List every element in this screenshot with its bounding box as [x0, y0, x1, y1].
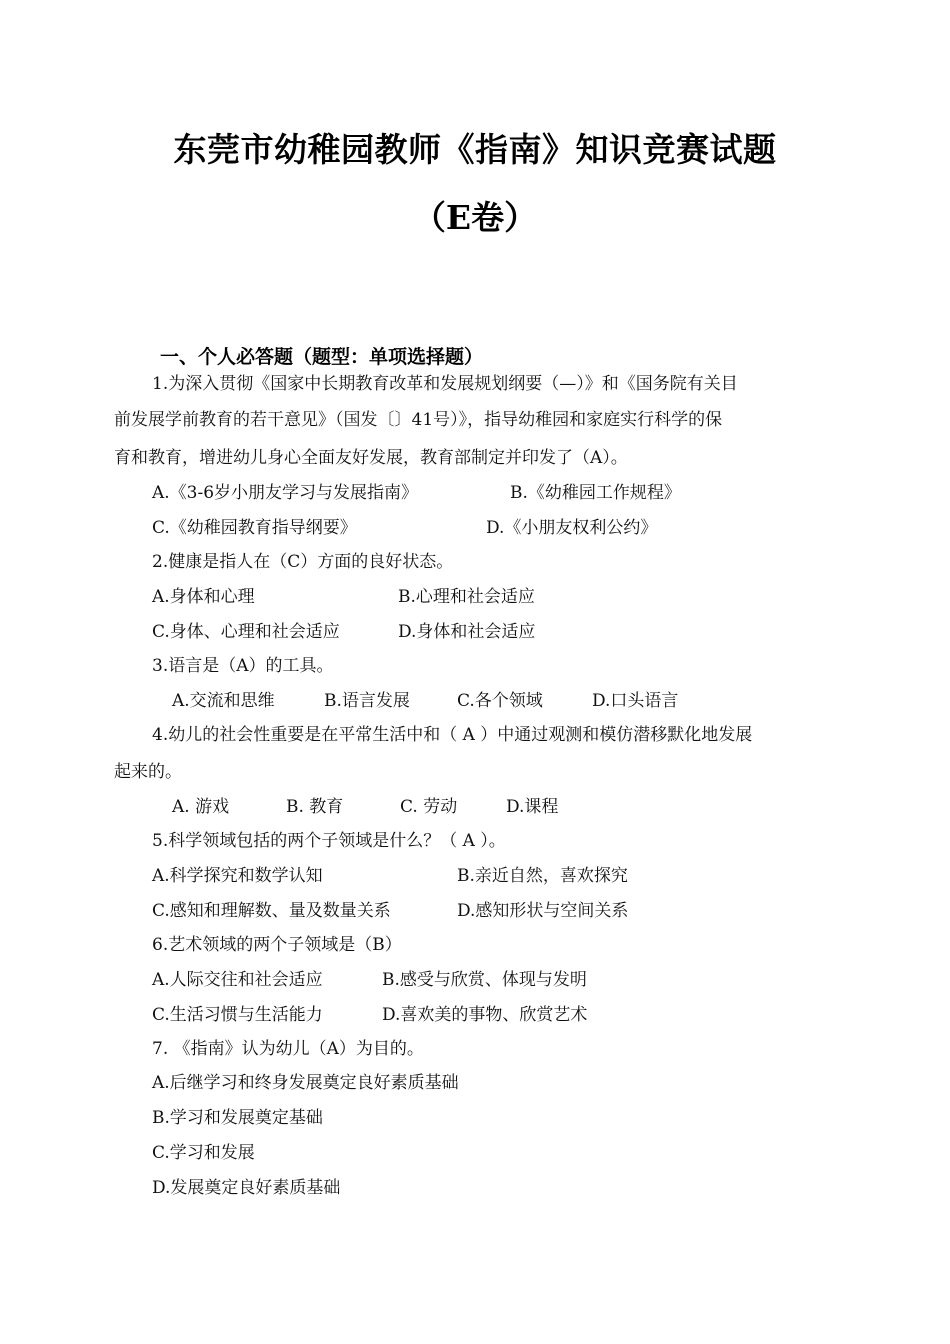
- question-1-option-c: C.《幼稚园教育指导纲要》: [152, 518, 357, 538]
- question-7-option-b: B.学习和发展奠定基础: [152, 1108, 323, 1128]
- question-2-option-d: D.身体和社会适应: [398, 622, 536, 642]
- question-6-option-a: A.人际交往和社会适应: [152, 970, 323, 990]
- question-1-line-3: 育和教育，增进幼儿身心全面友好发展，教育部制定并印发了（A）。: [114, 448, 628, 468]
- question-3-option-b: B.语言发展: [324, 691, 410, 711]
- question-6-line-1: 6.艺术领域的两个子领域是（B）: [152, 935, 402, 955]
- question-6-option-d: D.喜欢美的事物、欣赏艺术: [382, 1005, 588, 1025]
- question-1-line-2: 前发展学前教育的若干意见》（国发〔〕41号）》，指导幼稚园和家庭实行科学的保: [114, 410, 723, 430]
- question-4-option-a: A. 游戏: [172, 797, 230, 817]
- document-subtitle: （E卷）: [412, 198, 538, 237]
- question-1-line-1: 1.为深入贯彻《国家中长期教育改革和发展规划纲要（—）》和《国务院有关目: [152, 374, 738, 394]
- question-2-option-b: B.心理和社会适应: [398, 587, 535, 607]
- question-2-option-a: A.身体和心理: [152, 587, 255, 607]
- question-5-line-1: 5.科学领域包括的两个子领域是什么？（ A ）。: [152, 831, 506, 851]
- question-3-option-d: D.口头语言: [592, 691, 679, 711]
- question-3-option-a: A.交流和思维: [172, 691, 275, 711]
- section-heading: 一、个人必答题（题型：单项选择题）: [160, 346, 484, 368]
- question-5-option-c: C.感知和理解数、量及数量关系: [152, 901, 391, 921]
- question-2-line-1: 2.健康是指人在（C）方面的良好状态。: [152, 552, 454, 572]
- question-7-option-c: C.学习和发展: [152, 1143, 255, 1163]
- question-5-option-b: B.亲近自然，喜欢探究: [457, 866, 628, 886]
- question-7-line-1: 7. 《指南》认为幼儿（A）为目的。: [152, 1039, 424, 1059]
- question-2-option-c: C.身体、心理和社会适应: [152, 622, 340, 642]
- question-4-line-2: 起来的。: [114, 762, 182, 782]
- question-7-option-a: A.后继学习和终身发展奠定良好素质基础: [152, 1073, 459, 1093]
- document-title: 东莞市幼稚园教师《指南》知识竞赛试题: [173, 130, 777, 169]
- question-4-option-d: D.课程: [506, 797, 559, 817]
- question-4-line-1: 4.幼儿的社会性重要是在平常生活中和（ A ）中通过观测和模仿潜移默化地发展: [152, 725, 753, 745]
- question-4-option-c: C. 劳动: [400, 797, 458, 817]
- question-3-option-c: C.各个领域: [457, 691, 543, 711]
- question-7-option-d: D.发展奠定良好素质基础: [152, 1178, 341, 1198]
- question-6-option-c: C.生活习惯与生活能力: [152, 1005, 323, 1025]
- question-3-line-1: 3.语言是（A）的工具。: [152, 656, 334, 676]
- question-1-option-d: D.《小朋友权利公约》: [486, 518, 658, 538]
- question-1-option-a: A.《3-6岁小朋友学习与发展指南》: [152, 483, 419, 503]
- question-1-option-b: B.《幼稚园工作规程》: [510, 483, 681, 503]
- question-5-option-d: D.感知形状与空间关系: [457, 901, 629, 921]
- question-6-option-b: B.感受与欣赏、体现与发明: [382, 970, 587, 990]
- question-4-option-b: B. 教育: [286, 797, 344, 817]
- question-5-option-a: A.科学探究和数学认知: [152, 866, 323, 886]
